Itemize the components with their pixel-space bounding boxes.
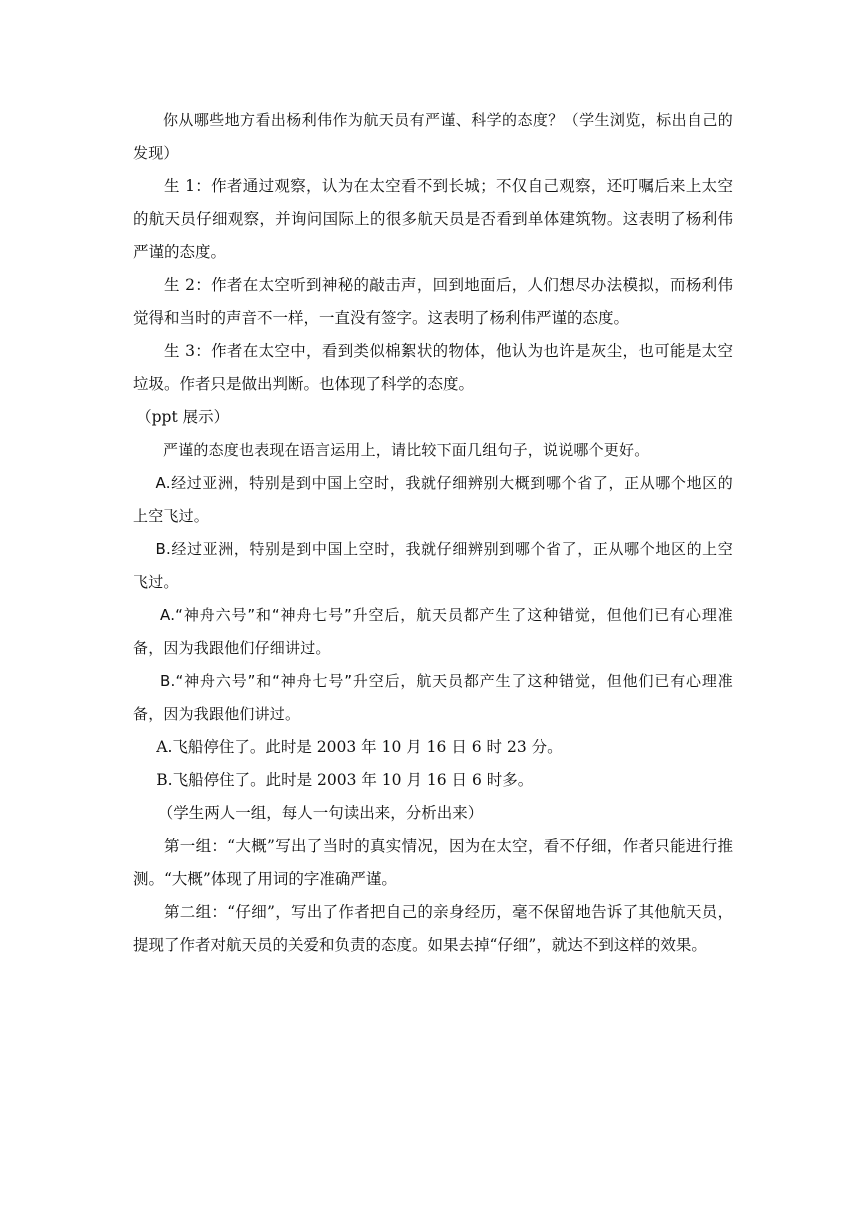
comparison-prompt: 严谨的态度也表现在语言运用上，请比较下面几组句子，说说哪个更好。 [163,441,650,459]
sentence-3b: B.飞船停住了。此时是 2003 年 10 月 16 日 6 时多。 [156,771,534,789]
sentence-1a: A.经过亚洲，特别是到中国上空时，我就仔细辨别大概到哪个省了，正从哪个地区的上空飞过。 [133,474,733,525]
group-activity-note: （学生两人一组，每人一句读出来，分析出来） [157,804,484,822]
sentence-2b: B.“神舟六号”和“神舟七号”升空后，航天员都产生了这种错觉，但他们已有心理准备，因为我跟他们讲过。 [133,672,733,723]
student-1-answer: 生 1：作者通过观察，认为在太空看不到长城；不仅自己观察，还叮嘱后来上太空的航天员仔细观察，并询问国际上的很多航天员是否看到单体建筑物。这表明了杨利伟严谨的态度。 [133,177,733,261]
student-3-answer: 生 3：作者在太空中，看到类似棉絮状的物体，他认为也许是灰尘，也可能是太空垃圾。作者只是做出判断。也体现了科学的态度。 [133,342,733,393]
group-2-analysis: 第二组：“仔细”，写出了作者把自己的亲身经历，毫不保留地告诉了其他航天员，提现了作者对航天员的关爱和负责的态度。如果去掉“仔细”，就达不到这样的效果。 [133,903,733,954]
student-2-answer: 生 2：作者在太空听到神秘的敲击声，回到地面后，人们想尽办法模拟，而杨利伟觉得和当时的声音不一样，一直没有签字。这表明了杨利伟严谨的态度。 [133,276,733,327]
group-1-analysis: 第一组：“大概”写出了当时的真实情况，因为在太空，看不仔细，作者只能进行推测。“大概”体现了用词的字准确严谨。 [133,837,733,888]
question-paragraph: 你从哪些地方看出杨利伟作为航天员有严谨、科学的态度？（学生浏览，标出自己的发现） [133,111,733,162]
sentence-3a: A.飞船停住了。此时是 2003 年 10 月 16 日 6 时 23 分。 [156,738,563,756]
sentence-1b: B.经过亚洲，特别是到中国上空时，我就仔细辨别到哪个省了，正从哪个地区的上空飞过。 [133,540,733,591]
sentence-2a: A.“神舟六号”和“神舟七号”升空后，航天员都产生了这种错觉，但他们已有心理准备，因为我跟他们仔细讲过。 [133,606,733,657]
ppt-note: （ppt 展示） [136,408,230,426]
document-body [133,104,733,962]
